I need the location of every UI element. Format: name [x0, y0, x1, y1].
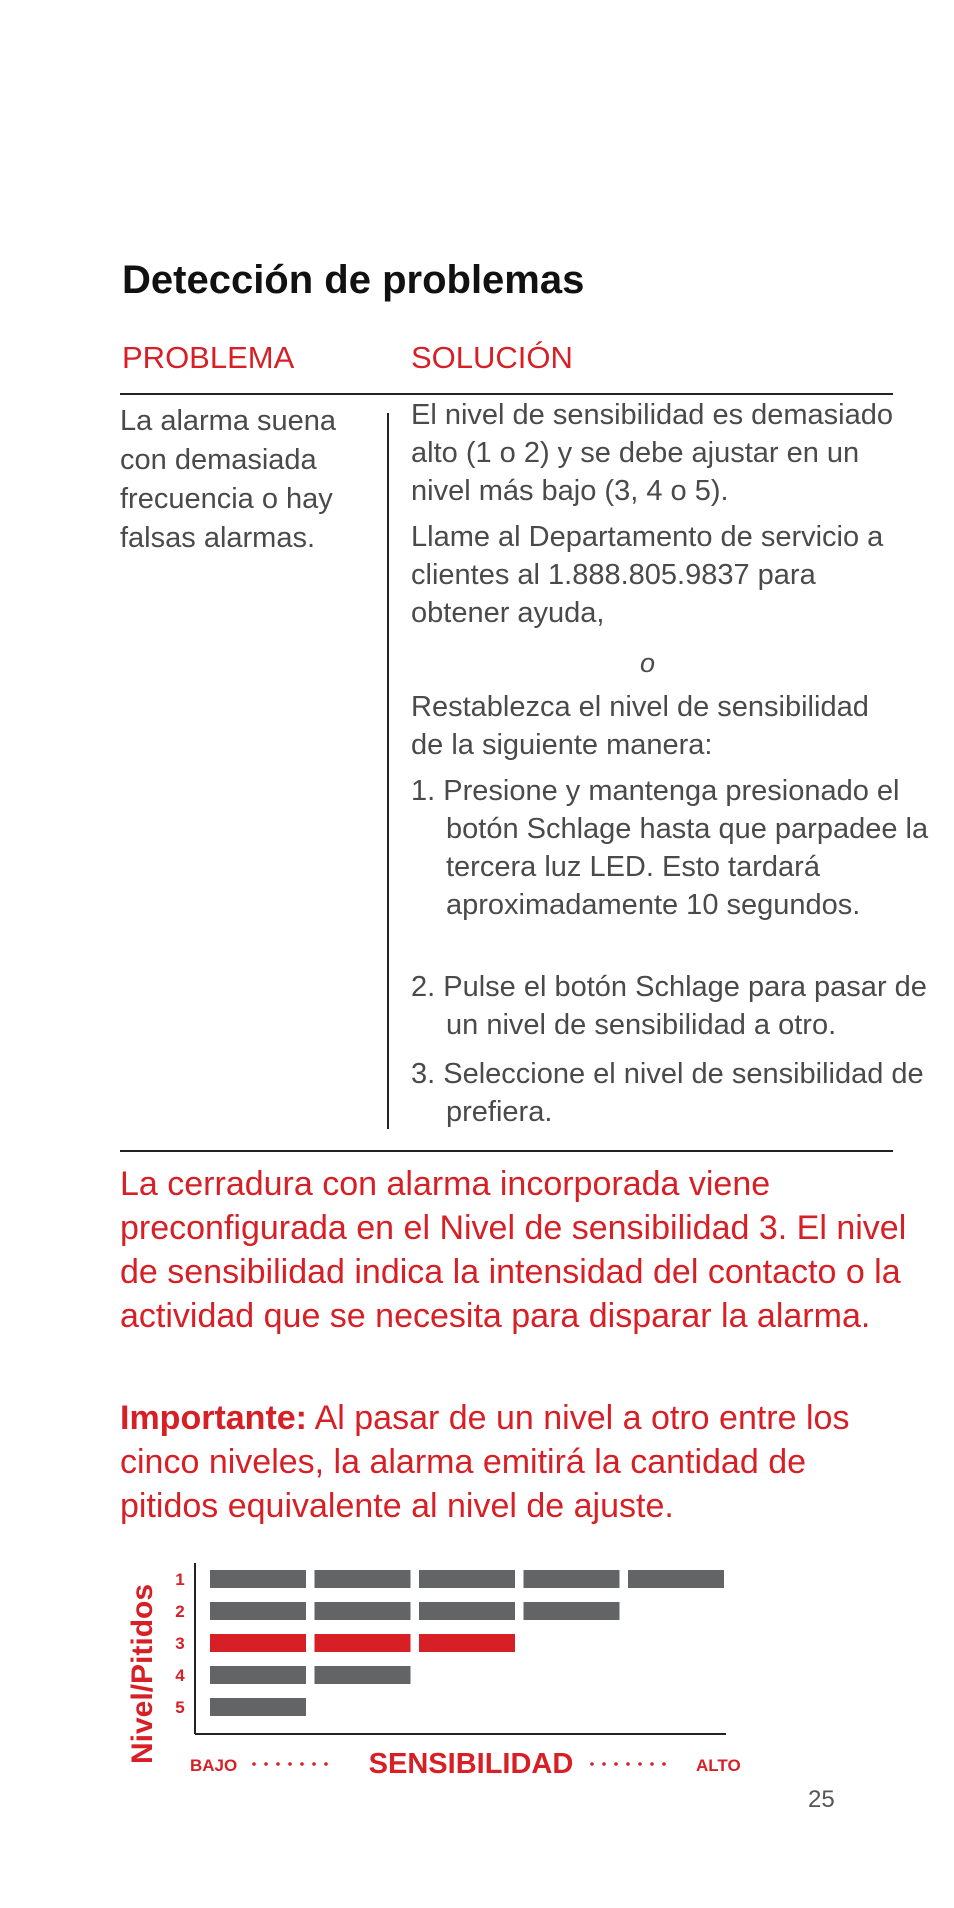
chart-bar-segment [628, 1570, 724, 1588]
chart-bar-segment [210, 1698, 306, 1716]
important-paragraph [120, 1396, 910, 1528]
chart-bar-segment [210, 1634, 306, 1652]
solution-paragraph-1: El nivel de sensibilidad es demasiado alto (1 o 2) y se debe ajustar en un nivel más bajo (3, 4 o 5). [411, 399, 894, 507]
note-paragraph: La cerradura con alarma incorporada viene preconfigurada en el Nivel de sensibilidad 3. El nivel de sensibilidad indica la intensidad del contacto o la actividad que se necesita para disparar la alarma. [120, 1165, 907, 1335]
solution-step-3: 3. Seleccione el nivel de sensibilidad de prefiera. [411, 1058, 924, 1128]
chart-bar-segment [419, 1634, 515, 1652]
chart-x-low-label: BAJO [190, 1756, 238, 1775]
important-label: Importante: [120, 1399, 307, 1437]
page-number: 25 [808, 1786, 835, 1813]
problem-text: La alarma suena con demasiada frecuencia o hay falsas alarmas. [120, 405, 337, 554]
chart-bar-segment [315, 1602, 411, 1620]
chart-dot [252, 1762, 256, 1766]
solution-or: o [640, 648, 656, 678]
chart-dot [288, 1762, 292, 1766]
chart-bar-segment [419, 1602, 515, 1620]
chart-xlabel: SENSIBILIDAD [368, 1748, 574, 1778]
chart-dot [264, 1762, 268, 1766]
table-column-divider [387, 413, 389, 1129]
chart-tick-label: 1 [175, 1570, 185, 1589]
solution-step-2: 2. Pulse el botón Schlage para pasar de un nivel de sensibilidad a otro. [411, 971, 927, 1041]
chart-bar-segment [315, 1634, 411, 1652]
chart-bar-segment [210, 1570, 306, 1588]
solution-step-1: 1. Presione y mantenga presionado el botón Schlage hasta que parpadee la tercera luz LED. Esto tardará aproximadamente 10 segundos. [411, 775, 929, 921]
chart-ylabel: Nivel/Pitidos [126, 1583, 159, 1765]
chart-dot [614, 1762, 618, 1766]
chart-dot [300, 1762, 304, 1766]
chart-bar-segment [419, 1570, 515, 1588]
table-top-rule [120, 393, 893, 395]
important-text: Al pasar de un nivel a otro entre los cinco niveles, la alarma emitirá la cantidad de pitidos equivalente al nivel de ajuste. [120, 1399, 850, 1525]
chart-bar-segment [315, 1570, 411, 1588]
chart-dot [590, 1762, 594, 1766]
chart-dot [276, 1762, 280, 1766]
chart-tick-label: 2 [175, 1602, 185, 1621]
sensitivity-chart [110, 1548, 760, 1778]
solution-paragraph-2: Llame al Departamento de servicio a clientes al 1.888.805.9837 para obtener ayuda, [411, 521, 884, 629]
chart-dot [324, 1762, 328, 1766]
chart-bar-segment [210, 1666, 306, 1684]
chart-bar-segment [315, 1666, 411, 1684]
column-header-solution: SOLUCIÓN [411, 340, 573, 375]
chart-dot [638, 1762, 642, 1766]
chart-dot [650, 1762, 654, 1766]
page-title: Detección de problemas [122, 258, 585, 302]
chart-bar-segment [210, 1602, 306, 1620]
chart-dot [662, 1762, 666, 1766]
chart-x-high-label: ALTO [696, 1756, 741, 1775]
chart-tick-label: 4 [175, 1666, 185, 1685]
chart-tick-label: 5 [175, 1698, 185, 1717]
chart-bar-segment [524, 1570, 620, 1588]
solution-paragraph-3: Restablezca el nivel de sensibilidad de la siguiente manera: [411, 691, 869, 761]
chart-dot [312, 1762, 316, 1766]
chart-dot [626, 1762, 630, 1766]
chart-dot [602, 1762, 606, 1766]
table-bottom-rule [120, 1150, 893, 1152]
column-header-problem: PROBLEMA [122, 340, 295, 375]
chart-bar-segment [524, 1602, 620, 1620]
chart-tick-label: 3 [175, 1634, 185, 1653]
